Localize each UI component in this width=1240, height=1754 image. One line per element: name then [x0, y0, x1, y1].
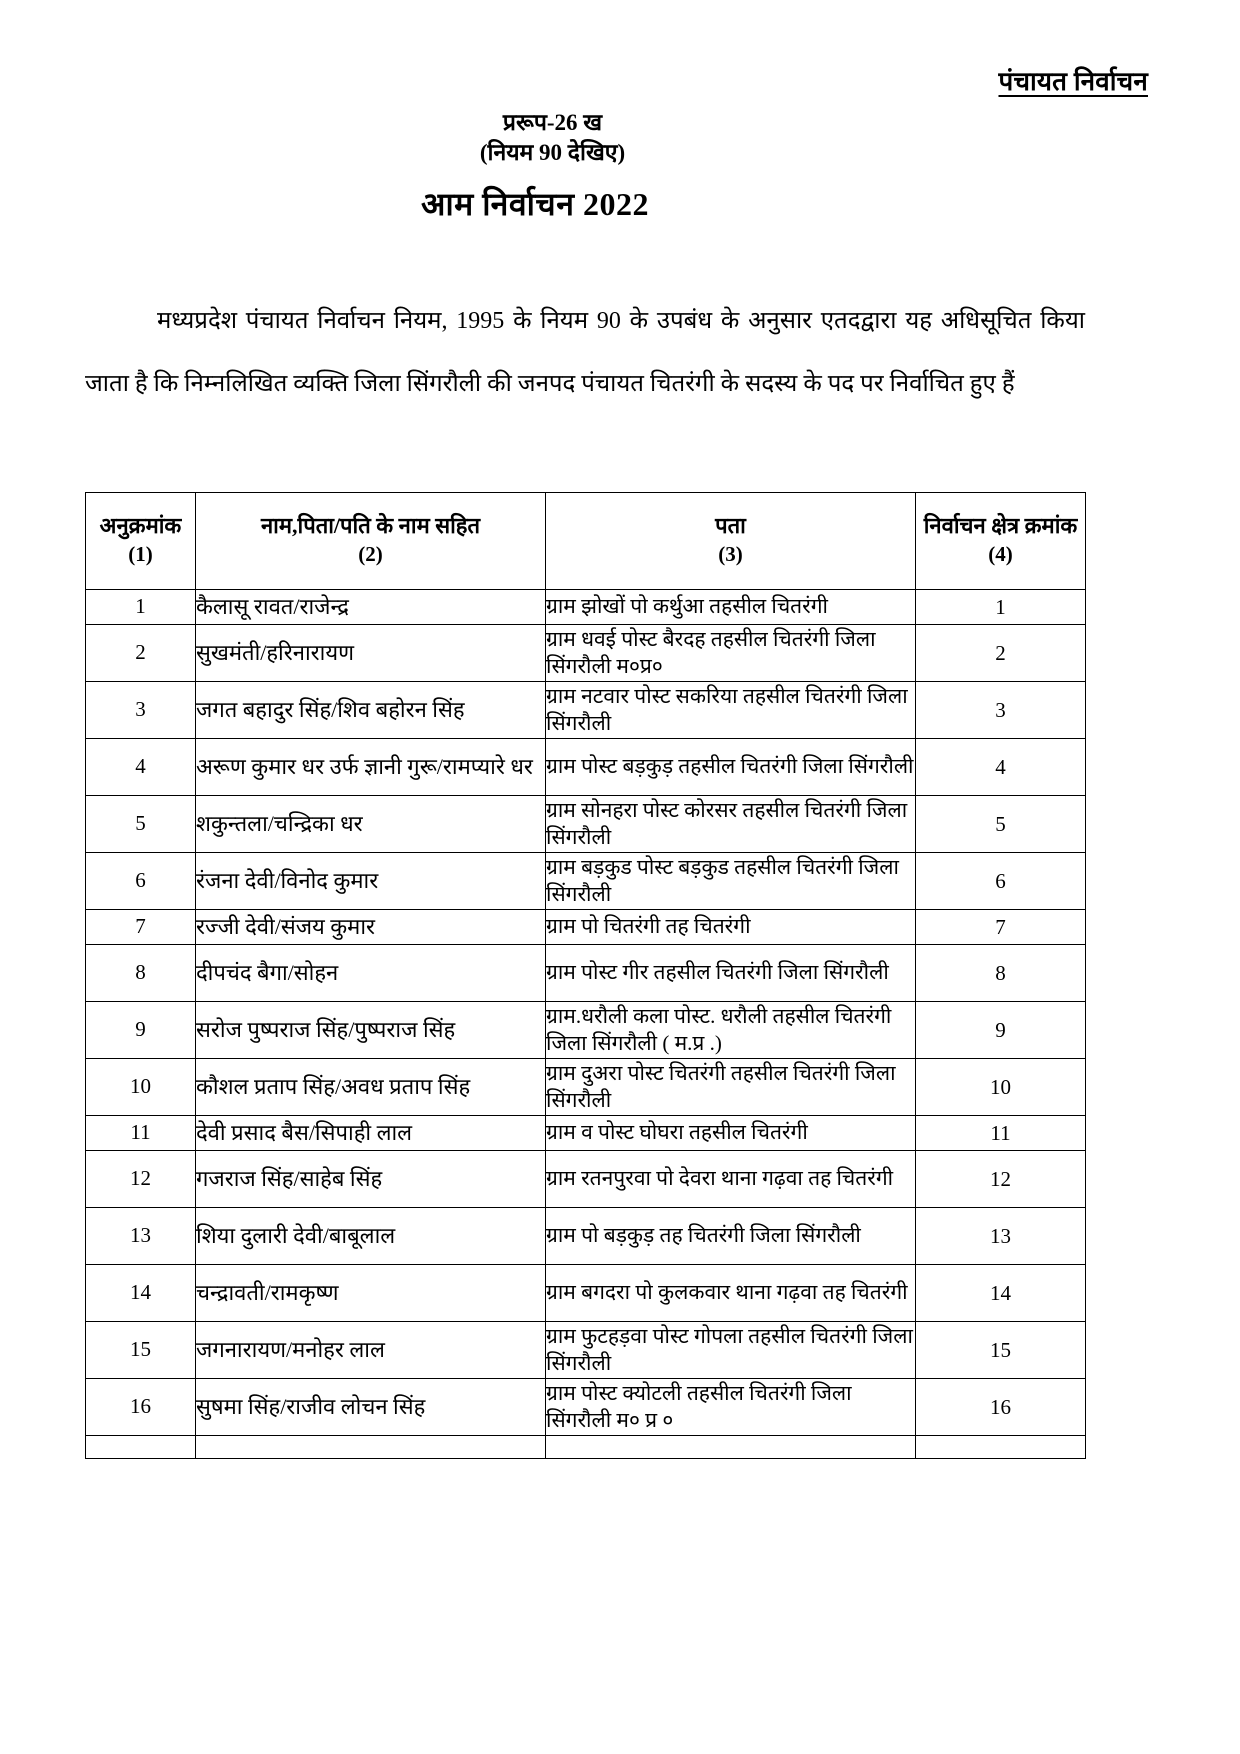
cell-address: ग्राम रतनपुरवा पो देवरा थाना गढ़वा तह चितरंगी [546, 1151, 916, 1208]
cell-address: ग्राम पो बड़कुड़ तह चितरंगी जिला सिंगरौली [546, 1208, 916, 1265]
column-header-address-number: (3) [718, 541, 743, 566]
cell-name: कैलासू रावत/राजेन्द्र [196, 590, 546, 625]
table-row [86, 853, 1086, 910]
cell-address: ग्राम.धरौली कला पोस्ट. धरौली तहसील चितरंगी जिला सिंगरौली ( म.प्र .) [546, 1002, 916, 1059]
page-title: आम निर्वाचन 2022 [420, 186, 650, 222]
table-row [86, 945, 1086, 1002]
column-header-serial-number: (1) [128, 541, 153, 566]
cell-serial: 5 [86, 796, 196, 853]
cell-address: ग्राम बड़कुड पोस्ट बड़कुड तहसील चितरंगी जिला सिंगरौली [546, 853, 916, 910]
elected-members-table [85, 492, 1086, 1459]
cell-name: जगत बहादुर सिंह/शिव बहोरन सिंह [196, 682, 546, 739]
cell-address: ग्राम झोखों पो कर्थुआ तहसील चितरंगी [546, 590, 916, 625]
cell-name: दीपचंद बैगा/सोहन [196, 945, 546, 1002]
cell-name: रज्जी देवी/संजय कुमार [196, 910, 546, 945]
column-header-ward-number: (4) [988, 541, 1013, 566]
cell-ward: 10 [916, 1059, 1086, 1116]
panchayat-election-heading: पंचायत निर्वाचन [998, 67, 1148, 96]
table-row-partial [86, 1436, 1086, 1459]
cell-address: ग्राम बगदरा पो कुलकवार थाना गढ़वा तह चितरंगी [546, 1265, 916, 1322]
cell-empty-1 [196, 1436, 546, 1459]
cell-serial: 3 [86, 682, 196, 739]
cell-serial: 6 [86, 853, 196, 910]
column-header-name [196, 493, 546, 590]
table-row [86, 590, 1086, 625]
cell-serial: 12 [86, 1151, 196, 1208]
elected-members-table-wrapper [85, 492, 1085, 1459]
cell-serial: 2 [86, 625, 196, 682]
cell-serial: 13 [86, 1208, 196, 1265]
cell-empty-0 [86, 1436, 196, 1459]
cell-ward: 16 [916, 1379, 1086, 1436]
table-row [86, 1002, 1086, 1059]
column-header-serial-label: अनुक्रमांक [99, 512, 182, 538]
cell-ward: 2 [916, 625, 1086, 682]
cell-ward: 9 [916, 1002, 1086, 1059]
cell-address: ग्राम नटवार पोस्ट सकरिया तहसील चितरंगी जिला सिंगरौली [546, 682, 916, 739]
cell-ward: 6 [916, 853, 1086, 910]
table-row [86, 1322, 1086, 1379]
cell-address: ग्राम पोस्ट गीर तहसील चितरंगी जिला सिंगरौली [546, 945, 916, 1002]
cell-name: शिया दुलारी देवी/बाबूलाल [196, 1208, 546, 1265]
cell-address: ग्राम व पोस्ट घोघरा तहसील चितरंगी [546, 1116, 916, 1151]
top-heading-container [998, 62, 1148, 98]
table-row [86, 1059, 1086, 1116]
cell-address: ग्राम सोनहरा पोस्ट कोरसर तहसील चितरंगी जिला सिंगरौली [546, 796, 916, 853]
cell-name: जगनारायण/मनोहर लाल [196, 1322, 546, 1379]
cell-serial: 10 [86, 1059, 196, 1116]
cell-serial: 1 [86, 590, 196, 625]
cell-serial: 14 [86, 1265, 196, 1322]
column-header-address-label: पता [715, 512, 746, 538]
column-header-ward [916, 493, 1086, 590]
cell-address: ग्राम पोस्ट क्योटली तहसील चितरंगी जिला सिंगरौली म० प्र ० [546, 1379, 916, 1436]
cell-address: ग्राम दुअरा पोस्ट चितरंगी तहसील चितरंगी जिला सिंगरौली [546, 1059, 916, 1116]
table-row [86, 1379, 1086, 1436]
form-number: प्ररूप-26 ख [502, 110, 603, 135]
table-row [86, 682, 1086, 739]
cell-ward: 7 [916, 910, 1086, 945]
cell-address: ग्राम पो चितरंगी तह चितरंगी [546, 910, 916, 945]
cell-address: ग्राम पोस्ट बड़कुड़ तहसील चितरंगी जिला सिंगरौली [546, 739, 916, 796]
column-header-name-number: (2) [358, 541, 383, 566]
cell-name: कौशल प्रताप सिंह/अवध प्रताप सिंह [196, 1059, 546, 1116]
cell-ward: 12 [916, 1151, 1086, 1208]
column-header-address [546, 493, 916, 590]
form-reference-block [0, 108, 1240, 169]
cell-name: सुषमा सिंह/राजीव लोचन सिंह [196, 1379, 546, 1436]
cell-name: देवी प्रसाद बैस/सिपाही लाल [196, 1116, 546, 1151]
cell-ward: 14 [916, 1265, 1086, 1322]
cell-serial: 9 [86, 1002, 196, 1059]
cell-name: सरोज पुष्पराज सिंह/पुष्पराज सिंह [196, 1002, 546, 1059]
cell-address: ग्राम फुटहड़वा पोस्ट गोपला तहसील चितरंगी जिला सिंगरौली [546, 1322, 916, 1379]
cell-ward: 4 [916, 739, 1086, 796]
table-header-row [86, 493, 1086, 590]
cell-serial: 4 [86, 739, 196, 796]
cell-ward: 8 [916, 945, 1086, 1002]
table-row [86, 1265, 1086, 1322]
cell-ward: 3 [916, 682, 1086, 739]
cell-name: रंजना देवी/विनोद कुमार [196, 853, 546, 910]
table-row [86, 1116, 1086, 1151]
cell-serial: 8 [86, 945, 196, 1002]
paragraph-line-2: यह अधिसूचित किया जाता है कि निम्नलिखित व्यक्ति जिला सिंगरौली की जनपद पंचायत [85, 308, 1085, 397]
cell-serial: 15 [86, 1322, 196, 1379]
table-body [86, 590, 1086, 1459]
paragraph-line-1: मध्यप्रदेश पंचायत निर्वाचन नियम, 1995 के नियम 90 के उपबंध के अनुसार एतदद्वारा [157, 308, 897, 334]
cell-ward: 5 [916, 796, 1086, 853]
table-row [86, 739, 1086, 796]
cell-serial: 7 [86, 910, 196, 945]
cell-serial: 16 [86, 1379, 196, 1436]
cell-empty-3 [916, 1436, 1086, 1459]
cell-name: शकुन्तला/चन्द्रिका धर [196, 796, 546, 853]
table-row [86, 796, 1086, 853]
table-row [86, 1208, 1086, 1265]
cell-empty-2 [546, 1436, 916, 1459]
rule-reference: (नियम 90 देखिए) [479, 140, 626, 166]
column-header-serial [86, 493, 196, 590]
table-row [86, 1151, 1086, 1208]
cell-name: सुखमंती/हरिनारायण [196, 625, 546, 682]
cell-name: अरूण कुमार धर उर्फ ज्ञानी गुरू/रामप्यारे धर [196, 739, 546, 796]
cell-ward: 15 [916, 1322, 1086, 1379]
paragraph-line-3: चितरंगी के सदस्य के पद पर निर्वाचित हुए हैं [649, 370, 1015, 397]
cell-name: गजराज सिंह/साहेब सिंह [196, 1151, 546, 1208]
cell-ward: 11 [916, 1116, 1086, 1151]
cell-ward: 13 [916, 1208, 1086, 1265]
table-row [86, 625, 1086, 682]
notification-paragraph [85, 290, 1085, 416]
cell-name: चन्द्रावती/रामकृष्ण [196, 1265, 546, 1322]
column-header-ward-label: निर्वाचन क्षेत्र क्रमांक [923, 512, 1078, 538]
table-row [86, 910, 1086, 945]
cell-address: ग्राम धवई पोस्ट बैरदह तहसील चितरंगी जिला सिंगरौली म०प्र० [546, 625, 916, 682]
column-header-name-label: नाम,पिता/पति के नाम सहित [260, 512, 481, 538]
cell-ward: 1 [916, 590, 1086, 625]
cell-serial: 11 [86, 1116, 196, 1151]
